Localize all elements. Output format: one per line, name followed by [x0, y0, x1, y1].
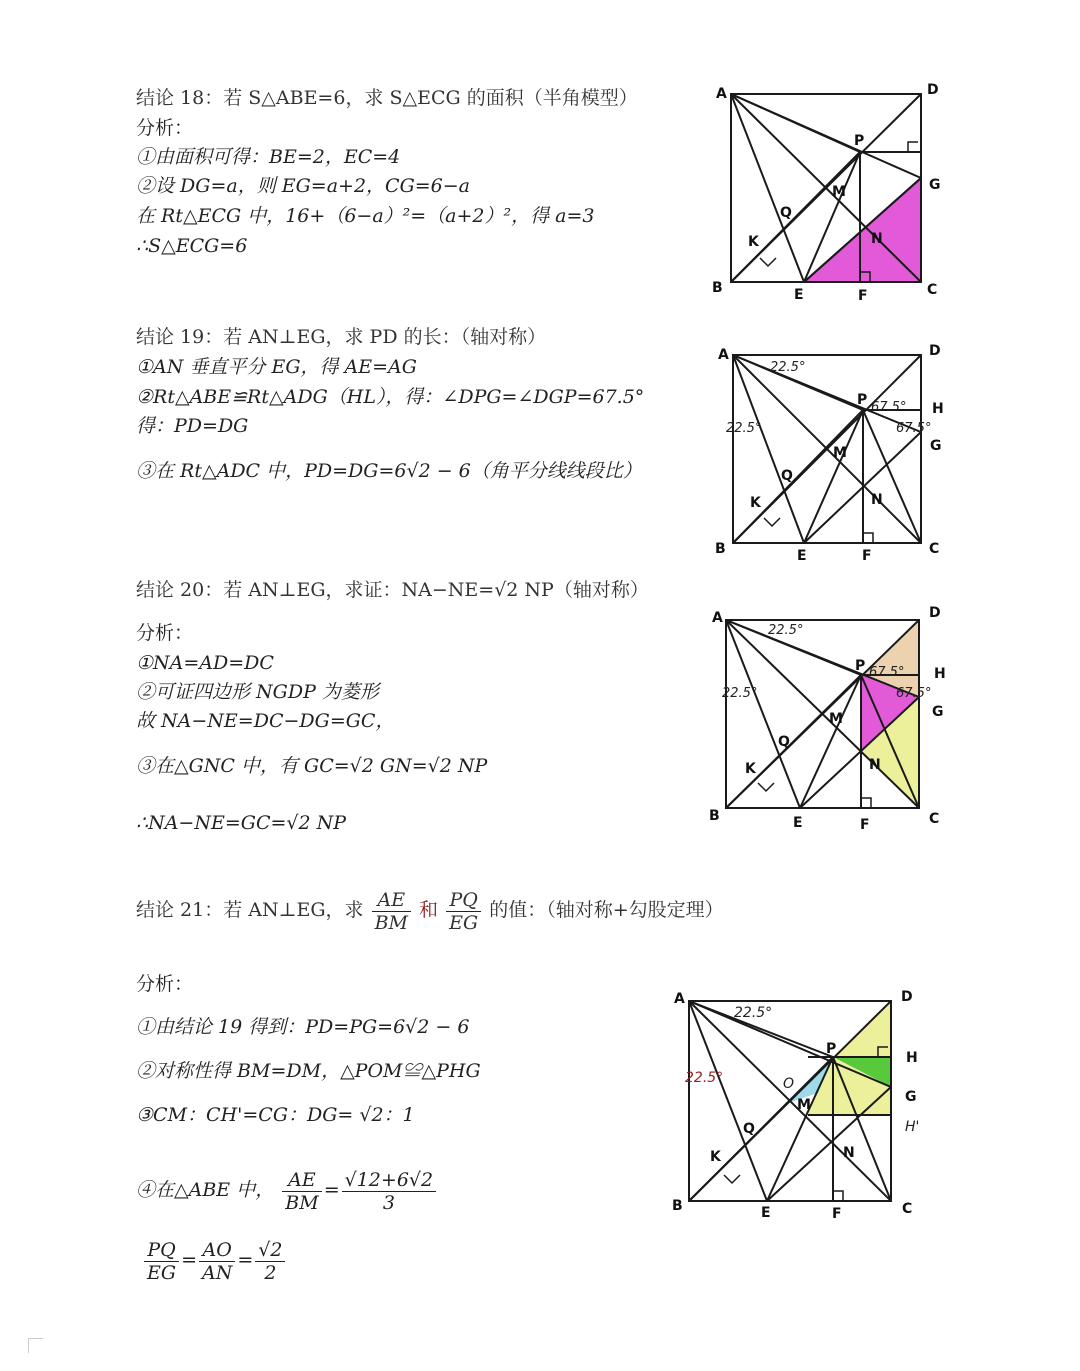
s21-f4-mden: AN [201, 1261, 233, 1284]
s21-step3: ③CM：CH'=CG：DG= √2：1 [136, 1104, 415, 1126]
s21-frac2-den: EG [449, 911, 479, 934]
s19-step1: ①AN 垂直平分 EG，得 AE=AG [136, 356, 417, 378]
fig19-angle-g: 67.5° [896, 421, 932, 436]
fig19-label-b: B [715, 541, 726, 557]
s19-step3: ③在 Rt△ADC 中，PD=DG=6√2 − 6（角平分线线段比） [136, 460, 642, 482]
figure-18 [708, 80, 948, 305]
s21-f4-mnum: AO [199, 1239, 235, 1262]
fig20-label-k: K [745, 761, 756, 777]
s19-title: 结论 19：若 AN⊥EG，求 PD 的长：（轴对称） [136, 326, 547, 348]
s18-title-text: 结论 18：若 S△ABE=6，求 S△ECG 的面积（半角模型） [136, 87, 638, 109]
fig18-label-c: C [927, 282, 938, 298]
s21-frac-ao-an [199, 1239, 235, 1284]
fig19-label-q: Q [781, 468, 793, 484]
s18-step3: 在 Rt△ECG 中，16+（6−a）²=（a+2）²，得 a=3 [136, 205, 595, 227]
s21-f3-num: AE [282, 1169, 321, 1192]
fig21-angle-top: 22.5° [734, 1005, 773, 1021]
fig19-label-m: M [833, 445, 847, 461]
s21-title-a: 结论 21：若 AN⊥EG，求 [136, 899, 364, 921]
s21-frac-result2 [255, 1239, 285, 1284]
fig18-label-a: A [716, 86, 727, 102]
s21-f4-den: EG [147, 1261, 177, 1284]
s21-title-b: 的值：（轴对称+勾股定理） [489, 899, 724, 921]
s21-step5: $\frac{PQ}{EG}$ = $\frac{AO}{AN}$ = $\frac{√2}{2}$ [142, 1236, 287, 1284]
fig20-label-c: C [929, 811, 940, 827]
fig20-angle-left: 22.5° [722, 686, 758, 701]
fig19-label-k: K [750, 495, 761, 511]
fig18-label-g: G [929, 177, 941, 193]
s21-frac-ae-bm [372, 889, 411, 934]
s18-conclusion: ∴S△ECG=6 [136, 235, 248, 257]
s18-step1: ①由面积可得：BE=2，EC=4 [136, 146, 401, 168]
fig19-angle-left: 22.5° [726, 421, 762, 436]
s21-step2: ②对称性得 BM=DM，△POM≌△PHG [136, 1060, 481, 1082]
fig19-label-f: F [862, 548, 872, 564]
s21-frac-pq-eg-2 [144, 1239, 179, 1284]
fig19-label-p: P [857, 392, 868, 408]
fig20-label-m: M [829, 711, 843, 727]
fig21-label-d: D [901, 989, 913, 1005]
fig18-label-k: K [748, 234, 759, 250]
fig19-angle-p: 67.5° [871, 400, 907, 415]
s21-f3-rnum: √12+6√2 [342, 1169, 437, 1192]
fig18-label-p: P [854, 133, 865, 149]
fig21-label-b: B [672, 1198, 683, 1214]
s19-step2: ②Rt△ABE≌Rt△ADG（HL），得：∠DPG=∠DGP=67.5° [136, 386, 645, 408]
fig19-angle-top: 22.5° [770, 360, 806, 375]
figure-20 [706, 605, 951, 833]
fig18-label-q: Q [780, 205, 792, 221]
fig20-label-n: N [869, 757, 881, 773]
s19-step2b: 得：PD=DG [136, 415, 249, 437]
s20-step3: ③在△GNC 中，有 GC=√2 GN=√2 NP [136, 755, 488, 777]
s20-conclusion: ∴NA−NE=GC=√2 NP [136, 812, 347, 834]
fig21-label-p: P [826, 1041, 837, 1057]
fig18-label-b: B [712, 280, 723, 296]
s21-frac-ae-bm-2 [282, 1169, 321, 1214]
s21-frac1-den: BM [374, 911, 408, 934]
fig19-label-g: G [930, 438, 942, 454]
s21-f4-rnum: √2 [255, 1239, 285, 1262]
fig21-label-c: C [902, 1201, 913, 1217]
fig21-label-n: N [843, 1145, 855, 1161]
fig21-label-k: K [710, 1149, 721, 1165]
fig21-label-a: A [674, 991, 685, 1007]
fig20-angle-g: 67.5° [896, 686, 932, 701]
fig19-label-e: E [797, 548, 807, 564]
fig21-label-h1: H' [905, 1119, 920, 1135]
fig21-label-f: F [832, 1206, 842, 1222]
s20-step1: ①NA=AD=DC [136, 652, 274, 674]
fig20-angle-p: 67.5° [869, 665, 905, 680]
s21-step4: ④在△ABE 中， $\frac{AE}{BM}$ = $\frac{√12+6√2}{3}$ [136, 1166, 438, 1214]
fig20-label-b: B [709, 808, 720, 824]
fig20-label-h: H [934, 666, 946, 682]
fig21-label-e: E [761, 1205, 771, 1221]
s21-step4-a: ④在△ABE 中， [136, 1179, 275, 1201]
fig21-label-q: Q [743, 1121, 755, 1137]
fig20-label-g: G [932, 704, 944, 720]
fig20-label-d: D [929, 605, 941, 621]
fig20-label-e: E [793, 815, 803, 831]
fig21-label-o: O [783, 1076, 795, 1092]
s21-f4-rden: 2 [264, 1261, 277, 1284]
fig19-label-h: H [932, 401, 944, 417]
s18-analysis-label: 分析： [136, 117, 194, 139]
fig20-label-q: Q [778, 734, 790, 750]
fig21-label-h: H [906, 1050, 918, 1066]
fig20-angle-top: 22.5° [768, 623, 804, 638]
s21-f4-num: PQ [144, 1239, 179, 1262]
fig20-label-a: A [712, 610, 723, 626]
fig18-label-m: M [832, 184, 846, 200]
s21-title [136, 886, 724, 934]
fig18-label-n: N [871, 231, 883, 247]
fig20-label-f: F [860, 817, 870, 833]
s20-step2b: 故 NA−NE=DC−DG=GC， [136, 710, 395, 732]
figure-21 [668, 985, 933, 1220]
fig18-label-e: E [794, 287, 804, 303]
fig19-label-d: D [929, 343, 941, 359]
fig21-label-g: G [905, 1089, 917, 1105]
s21-and: 和 [419, 899, 439, 921]
fig21-angle-left: 22.5° [685, 1070, 724, 1086]
page-corner-mark [28, 1338, 43, 1353]
s18-title [136, 86, 638, 110]
fig21-label-m: M [797, 1097, 811, 1113]
figure-19 [708, 340, 953, 565]
s21-f3-rden: 3 [382, 1191, 395, 1214]
fig18-label-d: D [927, 82, 939, 98]
s21-frac-result1 [342, 1169, 437, 1214]
s21-f3-den: BM [285, 1191, 319, 1214]
fig19-label-c: C [929, 541, 940, 557]
s21-analysis-label: 分析： [136, 973, 194, 995]
fig18-label-f: F [858, 288, 868, 304]
fig20-label-p: P [855, 658, 866, 674]
fig19-label-n: N [871, 492, 883, 508]
fig19-label-a: A [718, 347, 729, 363]
s21-frac-pq-eg [446, 889, 481, 934]
s20-title: 结论 20：若 AN⊥EG，求证：NA−NE=√2 NP（轴对称） [136, 579, 649, 601]
s21-step1: ①由结论 19 得到：PD=PG=6√2 − 6 [136, 1016, 470, 1038]
s20-analysis-label: 分析： [136, 622, 194, 644]
s21-frac2-num: PQ [446, 889, 481, 912]
s20-step2: ②可证四边形 NGDP 为菱形 [136, 681, 379, 703]
s21-frac1-num: AE [372, 889, 411, 912]
s18-step2: ②设 DG=a，则 EG=a+2，CG=6−a [136, 175, 471, 197]
